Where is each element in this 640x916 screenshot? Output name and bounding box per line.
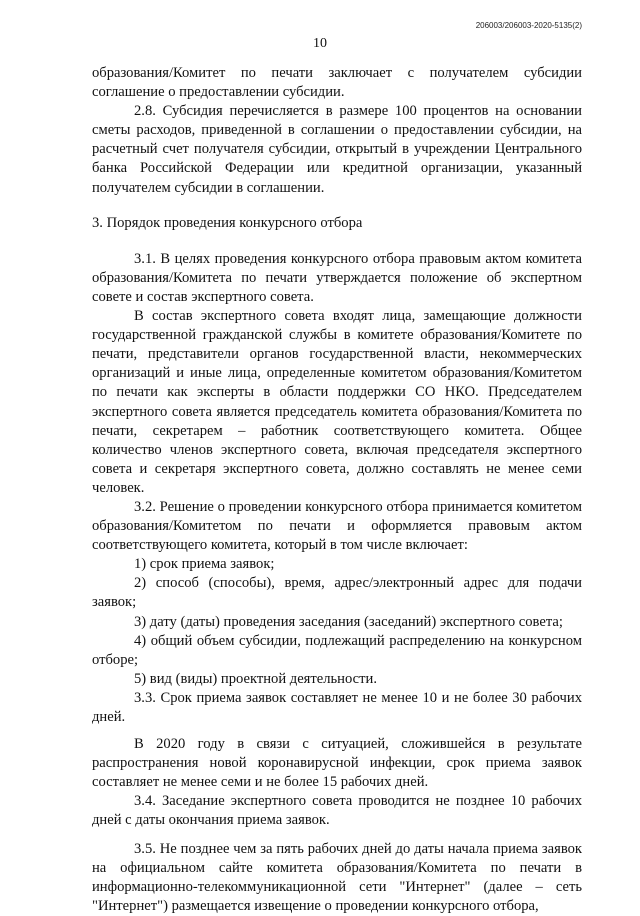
- paragraph-2-8: 2.8. Субсидия перечисляется в размере 100 процентов на основании сметы расходов, приведенной в соглашении о предоставлении субсидии, на расчетный счет получателя субсидии, открытый в учреждении Центрального банка Российской Федерации или кредитной организации, указанный получателем субсидии в соглашении.: [92, 103, 582, 196]
- list-item-1: 1) срок приема заявок;: [134, 556, 275, 573]
- document-body: [92, 64, 582, 916]
- list-item-3: 3) дату (даты) проведения заседания (заседаний) экспертного совета;: [134, 613, 563, 630]
- list-item-2: 2) способ (способы), время, адрес/электронный адрес для подачи заявок;: [92, 575, 582, 611]
- page-number: 10: [313, 36, 327, 51]
- paragraph-2020: В 2020 году в связи с ситуацией, сложившейся в результате распространения новой коронавирусной инфекции, срок приема заявок составляет не менее семи и не более 15 рабочих дней.: [92, 736, 582, 791]
- paragraph-3-2: 3.2. Решение о проведении конкурсного отбора принимается комитетом образования/Комитетом по печати и оформляется правовым актом соответствующего комитета, который в том числе включает:: [92, 498, 582, 554]
- paragraph-continuation: образования/Комитет по печати заключает с получателем субсидии соглашение о предоставлении субсидии.: [92, 65, 582, 101]
- document-code: 206003/206003-2020-5135(2): [475, 21, 582, 30]
- section-heading: 3. Порядок проведения конкурсного отбора: [92, 214, 363, 231]
- paragraph-3-4: 3.4. Заседание экспертного совета проводится не позднее 10 рабочих дней с даты окончания приема заявок.: [92, 793, 582, 829]
- list-item-4: 4) общий объем субсидии, подлежащий распределению на конкурсном отборе;: [92, 632, 582, 668]
- list-item-5: 5) вид (виды) проектной деятельности.: [134, 670, 377, 687]
- paragraph-3-5: 3.5. Не позднее чем за пять рабочих дней до даты начала приема заявок на официальном сайте комитета образования/Комитета по печати в информационно-телекоммуникационной сети "Интернет" (далее – сеть "Интернет") размещается извещение о проведении конкурсного отбора,: [92, 840, 582, 914]
- paragraph-3-3: 3.3. Срок приема заявок составляет не менее 10 и не более 30 рабочих дней.: [92, 689, 582, 725]
- paragraph-expert-council: В состав экспертного совета входят лица, замещающие должности государственной гражданской службы в комитете образования/Комитете по печати, представители органов государственной власти, некоммерческих организаций и иные лица, определенные комитетом образования/Комитетом по печати как эксперты в области поддержки СО НКО. Председателем экспертного совета является председатель комитета образования/Комитета по печати, секретарем – работник соответствующего комитета. Общее количество членов экспертного совета, включая председателя экспертного совета и секретаря экспертного совета, должно составлять не менее семи человек.: [92, 308, 582, 496]
- paragraph-3-1: 3.1. В целях проведения конкурсного отбора правовым актом комитета образования/Комитета по печати утверждается положение об экспертном совете и состав экспертного совета.: [92, 250, 582, 305]
